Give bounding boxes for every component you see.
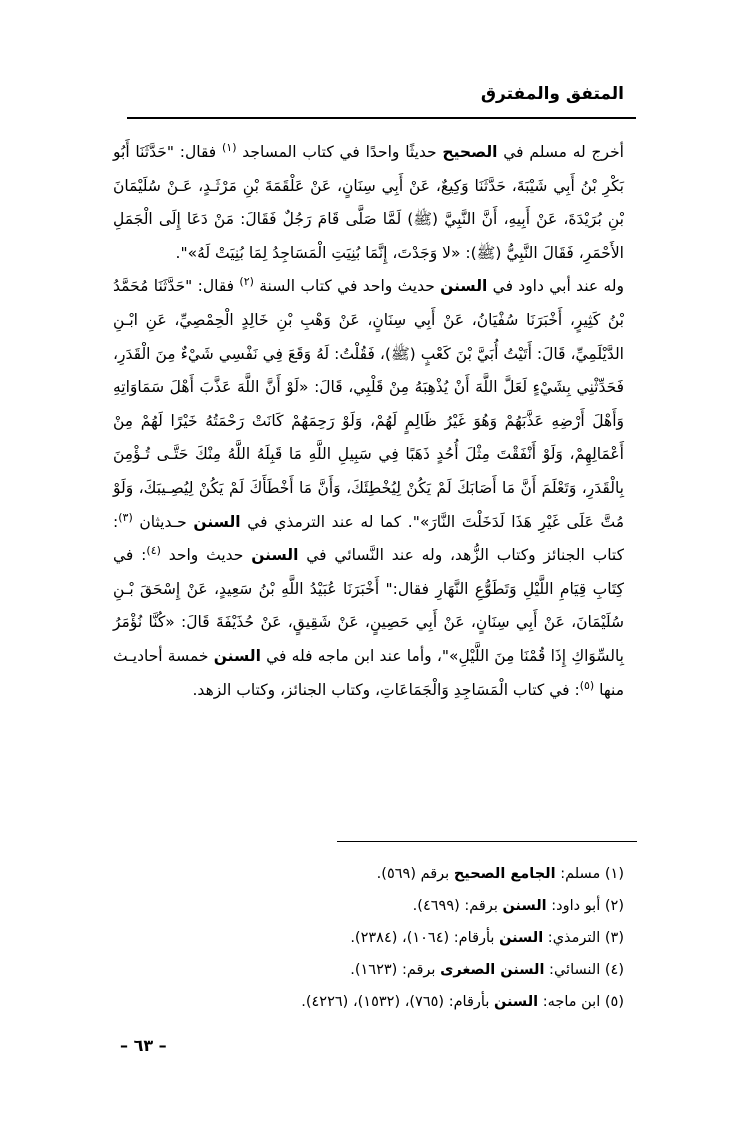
footnote-ref-1[interactable]: (١): [222, 140, 237, 154]
main-text: [113, 136, 624, 707]
book-title: السنن: [440, 277, 488, 296]
footnote-number: (٣): [604, 930, 624, 946]
footnote-ref-4[interactable]: (٤): [146, 543, 161, 557]
book-title: السنن: [213, 646, 261, 665]
footnote-ref-5[interactable]: (٥): [579, 678, 595, 692]
footnote-number: (٥): [604, 994, 624, 1010]
paragraph-muslim: أخرج له مسلم في الصحيح حديثًا واحدًا في كتاب المساجد $^{(١)}$ فقال: "حَدَّثَنَا أَبُو بَكْرِ بْنُ أَبِي شَيْبَةَ، حَدَّثَنَا وَكِيعٌ، عَنْ أَبِي سِنَانٍ، عَنْ عَلْقَمَةَ بْنِ مَرْثَـدٍ، عَـنْ سُلَيْمَانَ بْنِ بُرَيْدَةَ، عَنْ أَبِيهِ، أَنَّ النَّبِيَّ (ﷺ) لَمَّا صَلَّى قَامَ رَجُلٌ فَقَالَ: مَنْ دَعَا إِلَى الْجَمَلِ الأَحْمَرِ، فَقَالَ النَّبِيُّ (ﷺ): «لا وَجَدْتَ، إِنَّمَا بُنِيَتِ الْمَسَاجِدُ لِمَا بُنِيَتْ لَهُ»".: [113, 140, 624, 262]
footnote-number: (١): [604, 866, 624, 882]
footnote-number: (٢): [604, 898, 624, 914]
footnote-item: (٥) ابن ماجه: السنن بأرقام: (٧٦٥)، (١٥٣٢)، (٤٢٢٦).: [301, 994, 624, 1010]
footnote-item: (٣) الترمذي: السنن بأرقام: (١٠٦٤)، (٢٣٨٤).: [350, 930, 624, 946]
header-rule: [127, 117, 636, 119]
footnote-number: (٤): [604, 962, 624, 978]
footnote-item: (٢) أبو داود: السنن برقم: (٤٦٩٩).: [412, 898, 624, 914]
footnotes: [113, 858, 624, 1018]
book-title: الصحيح: [442, 143, 498, 161]
paragraph-sunan: وله عند أبي داود في السنن حديث واحد في كتاب السنة $^{(٢)}$ فقال: "حَدَّثَنَا مُحَمَّدُ بْنُ كَثِيرٍ، أَخْبَرَنَا سُفْيَانُ، عَنْ أَبِي سِنَانٍ، عَنْ وَهْبِ بْنِ خَالِدٍ الْحِمْصِيِّ، عَنِ ابْـنِ الدَّيْلَمِيِّ، قَالَ: أَتَيْتُ أُبَيَّ بْنَ كَعْبٍ (ﷺ)، فَقُلْتُ: لَهُ وَقَعَ فِي نَفْسِي شَيْءٌ مِنَ الْقَدَرِ، فَحَدِّثْنِي بِشَيْءٍ لَعَلَّ اللَّهَ أَنْ يُذْهِبَهُ مِنْ قَلْبِي، قَالَ: «لَوْ أَنَّ اللَّهَ عَذَّبَ أَهْلَ سَمَاوَاتِهِ وَأَهْلَ أَرْضِهِ عَذَّبَهُمْ وَهُوَ غَيْرُ ظَالِمٍ لَهُمْ، وَلَوْ رَحِمَهُمْ كَانَتْ رَحْمَتُهُ خَيْرًا لَهُمْ مِنْ أَعْمَالِهِمْ، وَلَوْ أَنْفَقْتَ مِثْلَ أُحُدٍ ذَهَبًا فِي سَبِيلِ اللَّهِ مَا قَبِلَهُ اللَّهُ مِنْكَ حَتَّـى تُـؤْمِنَ بِالْقَدَرِ، وَتَعْلَمَ أَنَّ مَا أَصَابَكَ لَمْ يَكُنْ لِيُخْطِئَكَ، وَأَنَّ مَا أَخْطَأَكَ لَمْ يَكُنْ لِيُصِـيبَكَ، وَلَوْ مُتَّ عَلَى غَيْرِ هَذَا لَدَخَلْتَ النَّارَ»". كما له عند الترمذي في السنن حـديثان $^{(٣)}$: كتاب الجنائز وكتاب الزُّهد، وله عند النَّسائي في السنن حديث واحد $^{(٤)}$: في كِتَابِ قِيَامِ اللَّيْلِ وَتَطَوُّعِ النَّهَارِ فقال:" أَخْبَرَنَا عُبَيْدُ اللَّهِ بْنُ سَعِيدٍ، عَنْ إِسْحَقَ بْـنِ سُلَيْمَانَ، عَنْ أَبِي سِنَانٍ، عَنْ أَبِي حَصِينٍ، عَنْ شَقِيقٍ، عَنْ حُذَيْفَةَ قَالَ: «كُنَّا نُؤْمَرُ بِالسِّوَاكِ إِذَا قُمْنَا مِنَ اللَّيْلِ»"، وأما عند ابن ماجه فله في السنن خمسة أحاديـث منها $^{(٥)}$: في كتاب الْمَسَاجِدِ وَالْجَمَاعَاتِ، وكتاب الجنائز، وكتاب الزهد.: [113, 275, 625, 699]
footnote-ref-3[interactable]: (٣): [118, 510, 133, 524]
running-header: المتفق والمفترق: [480, 84, 624, 104]
footnote-separator: [337, 841, 637, 842]
footnote-item: (١) مسلم: الجامع الصحيح برقم (٥٦٩).: [376, 866, 624, 882]
book-title: السنن: [251, 546, 299, 565]
book-title: السنن: [193, 512, 241, 531]
footnote-ref-2[interactable]: (٢): [239, 275, 254, 289]
page-number: – ٦٣ –: [120, 1036, 167, 1055]
footnote-item: (٤) النسائي: السنن الصغرى برقم: (١٦٢٣).: [350, 962, 624, 978]
